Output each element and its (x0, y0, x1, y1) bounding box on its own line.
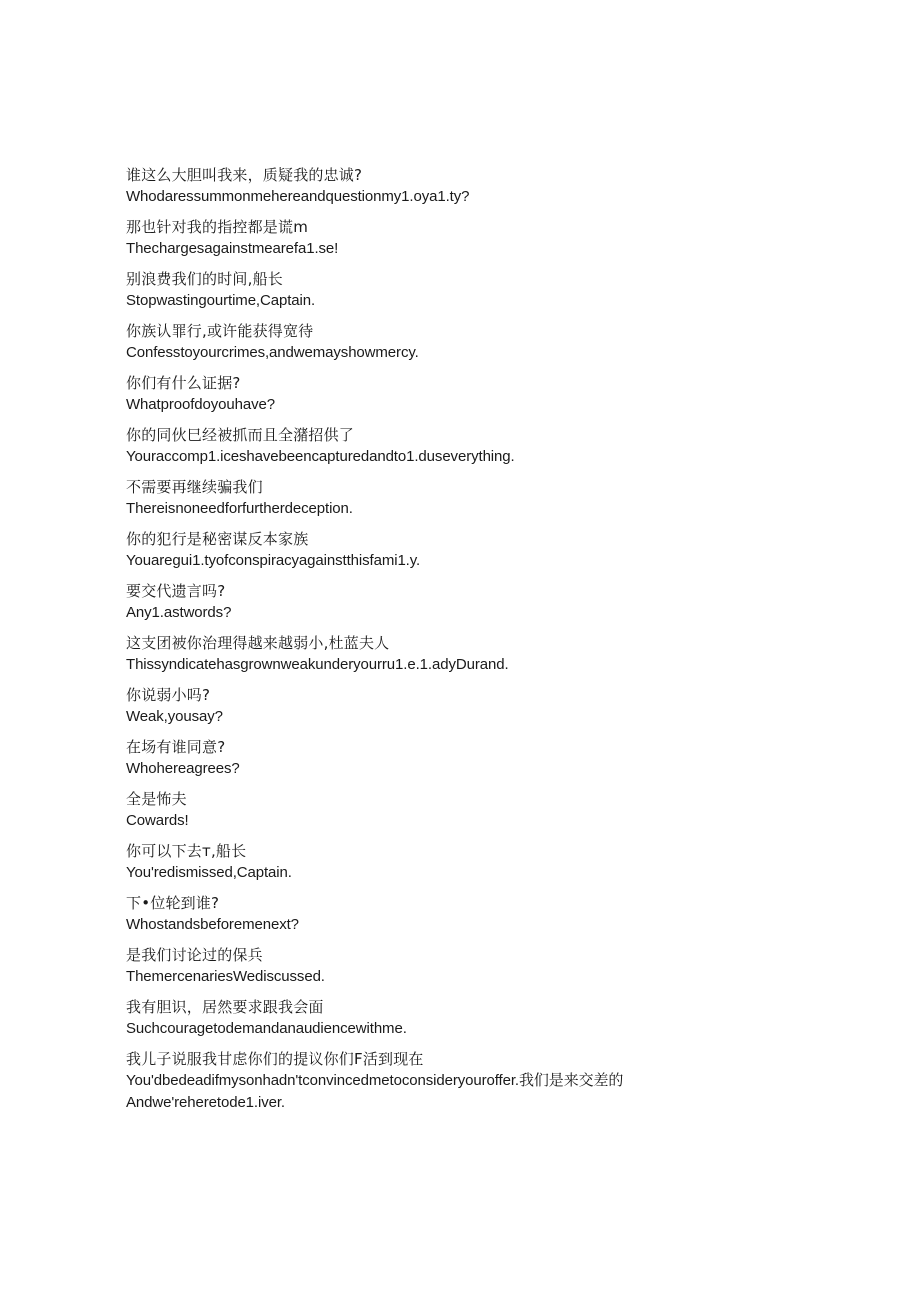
subtitle-pair (126, 788, 886, 832)
chinese-line: 这支团被你治理得越来越弱小,杜蓝夫人 (126, 634, 390, 652)
english-line: Thechargesagainstmearefa1.se! (126, 240, 339, 257)
chinese-line: 谁这么大胆叫我来，质疑我的忠诚? (126, 166, 363, 184)
subtitle-pair (126, 528, 886, 572)
subtitle-pair (126, 372, 886, 416)
english-line: Whodaressummonmehereandquestionmy1.oya1.ty? (126, 188, 470, 205)
subtitle-pair (126, 736, 886, 780)
chinese-line: 我有胆识，居然要求跟我会面 (126, 998, 324, 1016)
subtitle-pair (126, 944, 886, 988)
subtitle-pair (126, 580, 886, 624)
chinese-line: 你说弱小吗? (126, 686, 211, 704)
english-line: Stopwastingourtime,Captain. (126, 292, 316, 309)
english-line: Youraccomp1.iceshavebeencapturedandto1.duseverything. (126, 448, 515, 465)
chinese-line: 全是怖夫 (126, 790, 187, 808)
english-line: Confesstoyourcrimes,andwemayshowmercy. (126, 344, 419, 361)
chinese-line: 下•位轮到谁? (126, 894, 220, 912)
chinese-line: 在场有谁同意? (126, 738, 226, 756)
chinese-line: 你可以下去т,船长 (126, 842, 247, 860)
english-line: Whostandsbeforemenext? (126, 916, 299, 933)
chinese-line: 你族认罪行,或许能获得宽待 (126, 322, 314, 340)
chinese-line: 是我们讨论过的保兵 (126, 946, 263, 964)
english-line: ThemercenariesWediscussed. (126, 968, 325, 985)
chinese-line: 不需要再继续骗我们 (126, 478, 263, 496)
subtitle-pair (126, 164, 886, 208)
english-line: Weak,yousay? (126, 708, 223, 725)
subtitle-pair (126, 476, 886, 520)
subtitle-pair (126, 840, 886, 884)
english-line: Whohereagrees? (126, 760, 240, 777)
subtitle-pair (126, 632, 886, 676)
english-line: Whatproofdoyouhave? (126, 396, 276, 413)
subtitle-pair (126, 1048, 886, 1114)
english-line: Thissyndicatehasgrownweakunderyourru1.e.1.adyDurand. (126, 656, 509, 673)
english-line-continued: Andwe'reheretode1.iver. (126, 1094, 286, 1111)
subtitle-pair (126, 996, 886, 1040)
chinese-line: 那也针对我的指控都是谎m (126, 218, 309, 236)
chinese-line: 你的同伙巳经被抓而且全潴招供了 (126, 426, 355, 444)
chinese-line: 别浪费我们的时间,船长 (126, 270, 283, 288)
subtitle-pair (126, 216, 886, 260)
subtitle-pair (126, 684, 886, 728)
chinese-line: 你的犯行是秘密谋反本家族 (126, 530, 309, 548)
subtitle-pair (126, 424, 886, 468)
english-line: Suchcouragetodemandanaudiencewithme. (126, 1020, 407, 1037)
english-line: Cowards! (126, 812, 189, 829)
chinese-line: 我儿子说服我甘虑你们的提议你们F活到现在 (126, 1050, 424, 1068)
english-line: You'redismissed,Captain. (126, 864, 292, 881)
english-line: Any1.astwords? (126, 604, 232, 621)
subtitle-list (126, 164, 886, 1122)
chinese-line: 要交代遗言吗? (126, 582, 226, 600)
chinese-line: 你们有什么证据? (126, 374, 241, 392)
subtitle-pair (126, 320, 886, 364)
subtitle-pair (126, 892, 886, 936)
english-line: You'dbedeadifmysonhadn'tconvincedmetoconsideryouroffer.我们是来交差的 (126, 1072, 624, 1089)
english-line: Youaregui1.tyofconspiracyagainstthisfami1.y. (126, 552, 421, 569)
subtitle-pair (126, 268, 886, 312)
english-line: Thereisnoneedforfurtherdeception. (126, 500, 353, 517)
